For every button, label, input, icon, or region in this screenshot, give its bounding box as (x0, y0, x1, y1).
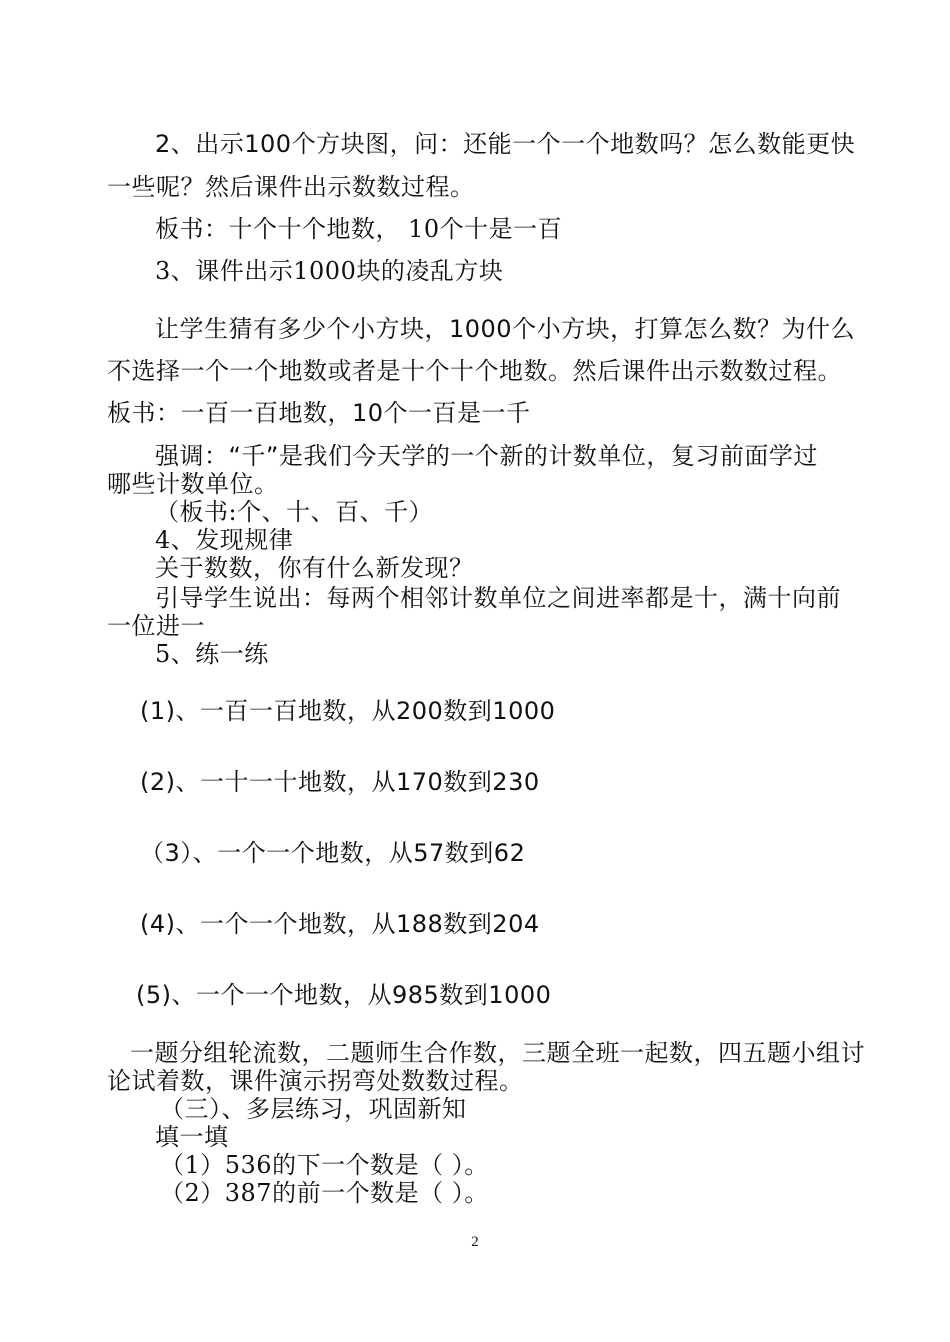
page-number: 2 (471, 1234, 479, 1250)
fill-blank-item: （2）387的前一个数是（ ）。 (160, 1179, 489, 1207)
text-line: 哪些计数单位。 (107, 470, 279, 498)
text-line: 引导学生说出：每两个相邻计数单位之间进率都是十，满十向前 (155, 584, 841, 612)
exercise-item: (4)、一个一个地数，从188数到204 (140, 910, 540, 938)
text-line: 板书：一百一百地数，10个一百是一千 (107, 399, 531, 427)
text-line: 一位进一 (107, 612, 205, 640)
text-line: 关于数数，你有什么新发现？ (155, 554, 474, 582)
text-line: 不选择一个一个地数或者是十个十个地数。然后课件出示数数过程。 (107, 357, 842, 385)
text-line: 论试着数，课件演示拐弯处数数过程。 (107, 1067, 524, 1095)
exercise-item: (2)、一十一十地数，从170数到230 (140, 768, 540, 796)
text-line: 一些呢？然后课件出示数数过程。 (107, 173, 475, 201)
text-line: 一题分组轮流数，二题师生合作数，三题全班一起数，四五题小组讨 (130, 1039, 865, 1067)
fill-blank-item: （1）536的下一个数是（ ）。 (160, 1151, 489, 1179)
text-line: 3、课件出示1000块的凌乱方块 (155, 257, 504, 285)
text-line: 2、出示100个方块图，问：还能一个一个地数吗？怎么数能更快 (155, 130, 856, 158)
text-line: 强调：“千”是我们今天学的一个新的计数单位，复习前面学过 (155, 442, 818, 470)
exercise-item: (1)、一百一百地数，从200数到1000 (140, 697, 556, 725)
text-line: 填一填 (155, 1123, 229, 1151)
section-heading: （三）、多层练习，巩固新知 (160, 1095, 467, 1123)
text-line: 板书：十个十个地数， 10个十是一百 (155, 215, 563, 243)
exercise-item: （3）、一个一个地数，从57数到62 (140, 839, 526, 867)
text-line: 5、练一练 (155, 640, 269, 668)
exercise-item: (5)、一个一个地数，从985数到1000 (136, 981, 552, 1009)
text-line: 让学生猜有多少个小方块，1000个小方块，打算怎么数？为什么 (155, 315, 856, 343)
text-line: （板书:个、十、百、千） (155, 498, 434, 526)
text-line: 4、发现规律 (155, 526, 294, 554)
